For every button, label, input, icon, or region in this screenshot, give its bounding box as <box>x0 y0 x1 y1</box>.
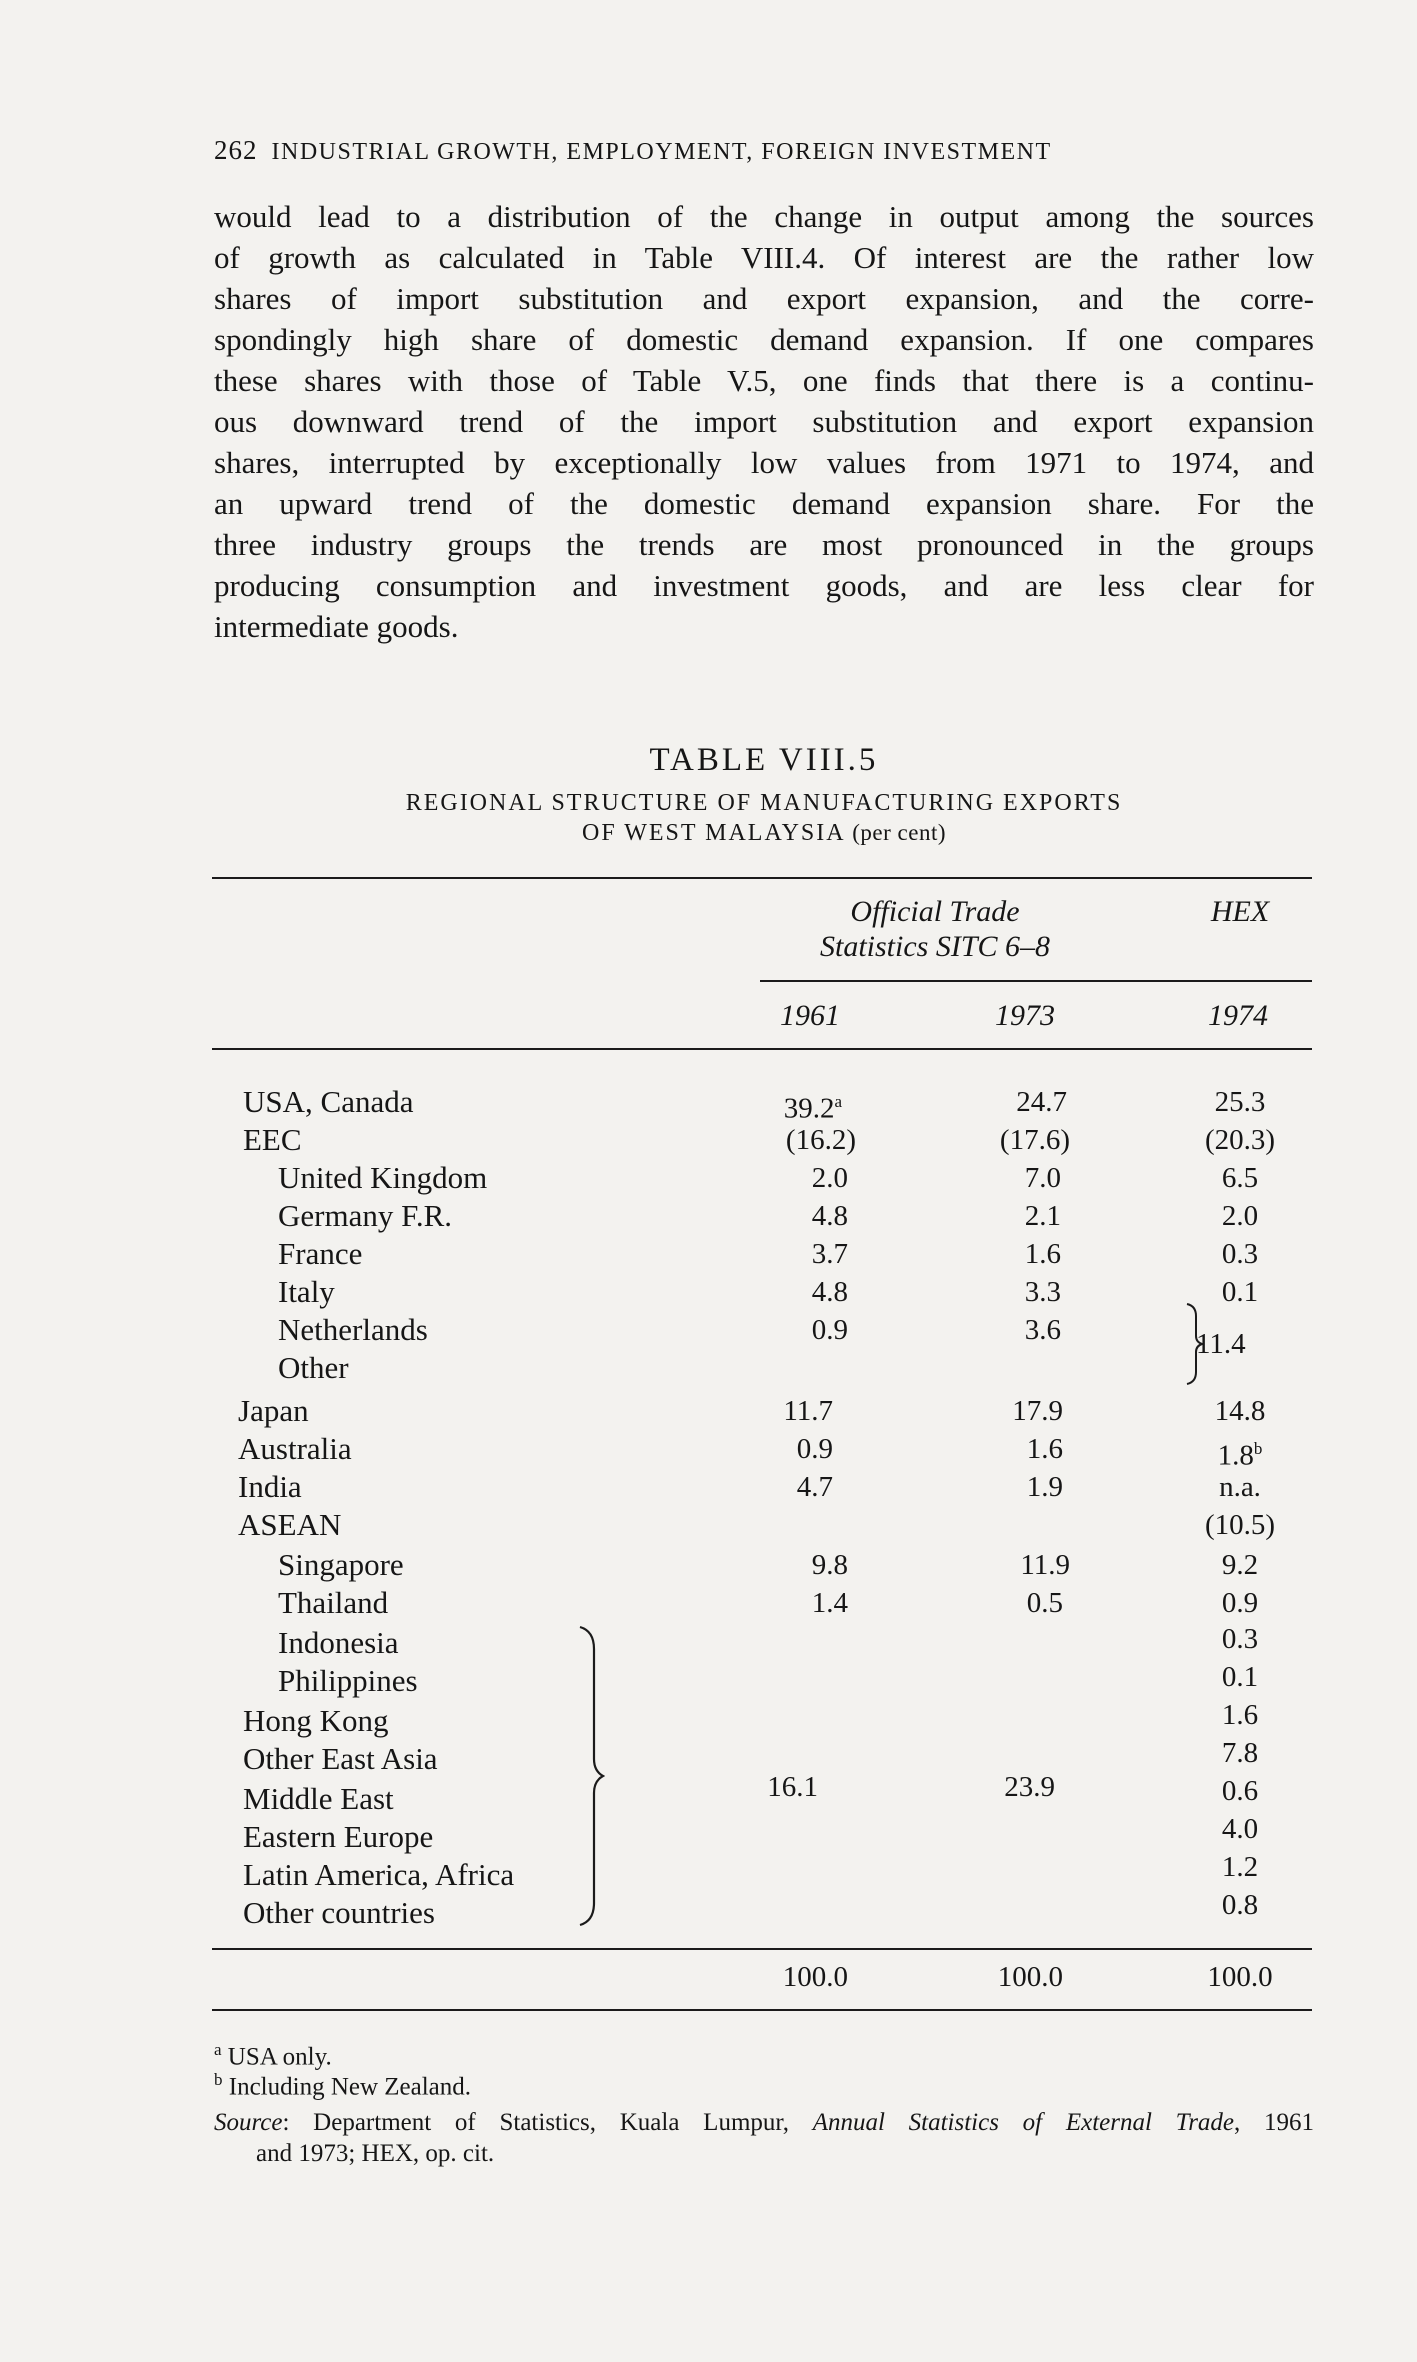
official-header-line1: Official Trade <box>850 895 1020 928</box>
cell-1961: 4.8 <box>811 1276 848 1308</box>
cell-1974: 9.2 <box>1221 1549 1259 1581</box>
source-line-2: and 1973; HEX, op. cit. <box>256 2140 495 2167</box>
row-label-eec: EEC <box>243 1122 302 1157</box>
body-line: would lead to a distribution of the change in output among the sources <box>214 199 1314 234</box>
cell-1974: (20.3) <box>1204 1124 1276 1156</box>
body-line: of growth as calculated in Table VIII.4. Of interest are the rather low <box>214 240 1314 275</box>
cell-1973: 17.9 <box>1012 1395 1063 1427</box>
row-label-germany: Germany F.R. <box>278 1198 453 1233</box>
cell-1973: 3.3 <box>1024 1276 1061 1308</box>
row-label-middle-east: Middle East <box>243 1781 394 1816</box>
cell-1961: 2.0 <box>811 1162 848 1194</box>
row-label-thailand: Thailand <box>278 1585 389 1620</box>
cell-1961: 4.7 <box>796 1471 833 1503</box>
cell-1974: 1.2 <box>1221 1851 1259 1883</box>
row-label-indonesia: Indonesia <box>278 1625 399 1660</box>
cell-1973: 24.7 <box>1016 1086 1067 1118</box>
cell-1974: 6.5 <box>1221 1162 1259 1194</box>
body-line: shares, interrupted by exceptionally low values from 1971 to 1974, and <box>214 445 1314 480</box>
row-label-netherlands: Netherlands <box>278 1312 428 1347</box>
row-label-philippines: Philippines <box>278 1663 418 1698</box>
row-label-india: India <box>238 1469 302 1504</box>
row-label-australia: Australia <box>238 1431 352 1466</box>
cell-1961: (16.2) <box>785 1124 856 1156</box>
running-head-title: INDUSTRIAL GROWTH, EMPLOYMENT, FOREIGN INVESTMENT <box>271 139 1052 165</box>
row-label-other: Other <box>278 1350 349 1385</box>
cell-1974: 0.3 <box>1221 1238 1259 1270</box>
row-label-france: France <box>278 1236 363 1271</box>
row-label-usa-canada: USA, Canada <box>243 1084 414 1119</box>
hex-header: HEX <box>1210 895 1270 928</box>
official-statistics-header <box>740 894 1130 964</box>
total-1961: 100.0 <box>782 1961 848 1993</box>
table-subtitle <box>214 788 1314 848</box>
cell-1974: 0.9 <box>1221 1587 1259 1619</box>
row-label-other-countries: Other countries <box>243 1895 435 1930</box>
body-paragraph <box>214 196 1314 647</box>
running-header <box>214 135 1234 166</box>
official-header-line2: Statistics SITC 6–8 <box>819 930 1051 963</box>
cell-1973: 1.6 <box>1026 1433 1063 1465</box>
table-title: TABLE VIII.5 <box>649 742 879 778</box>
year-subheader-rule <box>760 980 1312 982</box>
page-number: 262 <box>214 135 258 165</box>
body-line: spondingly high share of domestic demand expansion. If one compares <box>214 322 1314 357</box>
cell-1961: 39.2$^a$ <box>783 1092 842 1125</box>
year-1973-header: 1973 <box>995 999 1055 1032</box>
body-line: these shares with those of Table V.5, one finds that there is a continu- <box>214 363 1314 398</box>
cell-1974: 14.8 <box>1214 1395 1266 1427</box>
cell-1973: 3.6 <box>1024 1314 1061 1346</box>
cell-1973: (17.6) <box>999 1124 1070 1156</box>
body-line: ous downward trend of the import substitution and export expansion <box>214 404 1314 439</box>
body-line: shares of import substitution and export expansion, and the corre- <box>214 281 1314 316</box>
cell-1974-netherlands-other: 11.4 <box>1196 1328 1246 1360</box>
brace-grouped-regions-icon <box>577 1625 605 1927</box>
cell-1961: 9.8 <box>811 1549 848 1581</box>
cell-1974: 1.6 <box>1221 1699 1259 1731</box>
row-label-eastern-europe: Eastern Europe <box>243 1819 434 1854</box>
row-label-other-east-asia: Other East Asia <box>243 1741 438 1776</box>
cell-1974: 0.1 <box>1221 1276 1259 1308</box>
cell-1974: 7.8 <box>1221 1737 1259 1769</box>
row-label-japan: Japan <box>238 1393 309 1428</box>
table-bottom-rule <box>212 2009 1312 2011</box>
cell-1973: 0.5 <box>1026 1587 1063 1619</box>
year-1974-header: 1974 <box>1208 999 1268 1032</box>
source-note <box>214 2107 1314 2169</box>
cell-1974: 0.1 <box>1221 1661 1259 1693</box>
cell-1973: 7.0 <box>1024 1162 1061 1194</box>
cell-1974: 2.0 <box>1221 1200 1259 1232</box>
header-bottom-rule <box>212 1048 1312 1050</box>
brace-netherlands-other-icon <box>1184 1302 1204 1386</box>
cell-1973: 11.9 <box>1020 1549 1070 1581</box>
total-1973: 100.0 <box>997 1961 1063 1993</box>
cell-1961: 16.1 <box>767 1771 818 1803</box>
cell-1974: 25.3 <box>1214 1086 1266 1118</box>
footnote-b: $^b$ Including New Zealand. <box>214 2070 472 2101</box>
row-label-hong-kong: Hong Kong <box>243 1703 389 1738</box>
cell-1974: 0.6 <box>1221 1775 1259 1807</box>
total-rule <box>212 1948 1312 1950</box>
cell-1974: 0.3 <box>1221 1623 1259 1655</box>
row-label-united-kingdom: United Kingdom <box>278 1160 488 1195</box>
row-label-singapore: Singapore <box>278 1547 404 1582</box>
row-label-asean: ASEAN <box>238 1507 342 1542</box>
cell-1973: 1.6 <box>1024 1238 1061 1270</box>
cell-1961: 0.9 <box>796 1433 833 1465</box>
cell-1961: 11.7 <box>783 1395 833 1427</box>
body-line: an upward trend of the domestic demand expansion share. For the <box>214 486 1314 521</box>
cell-1973: 2.1 <box>1024 1200 1061 1232</box>
cell-1974: n.a. <box>1219 1471 1261 1503</box>
year-1961-header: 1961 <box>780 999 840 1032</box>
cell-1961: 0.9 <box>811 1314 848 1346</box>
table-subtitle-line2: OF WEST MALAYSIA <box>581 820 845 846</box>
cell-1974: 4.0 <box>1221 1813 1259 1845</box>
total-1974: 100.0 <box>1207 1961 1273 1993</box>
cell-1961: 1.4 <box>811 1587 848 1619</box>
cell-1961: 3.7 <box>811 1238 848 1270</box>
cell-1973: 23.9 <box>1004 1771 1055 1803</box>
table-subtitle-line1: REGIONAL STRUCTURE OF MANUFACTURING EXPORTS <box>405 790 1123 816</box>
table-top-rule <box>212 877 1312 879</box>
cell-1974: (10.5) <box>1204 1509 1276 1541</box>
footnote-a: $^a$ USA only. <box>214 2040 332 2071</box>
cell-1973: 1.9 <box>1026 1471 1063 1503</box>
cell-1961: 4.8 <box>811 1200 848 1232</box>
body-line: producing consumption and investment goods, and are less clear for <box>214 568 1314 603</box>
body-line: three industry groups the trends are most pronounced in the groups <box>214 527 1314 562</box>
body-line: intermediate goods. <box>214 609 459 644</box>
cell-1974: 1.8$^b$ <box>1217 1439 1263 1472</box>
cell-1974: 0.8 <box>1221 1889 1259 1921</box>
row-label-italy: Italy <box>278 1274 335 1309</box>
table-unit: (per cent) <box>852 820 947 845</box>
row-label-latin-america-africa: Latin America, Africa <box>243 1857 515 1892</box>
source-line-1: Source: Department of Statistics, Kuala Lumpur, Annual Statistics of External Trade, 1961 <box>214 2109 1314 2136</box>
